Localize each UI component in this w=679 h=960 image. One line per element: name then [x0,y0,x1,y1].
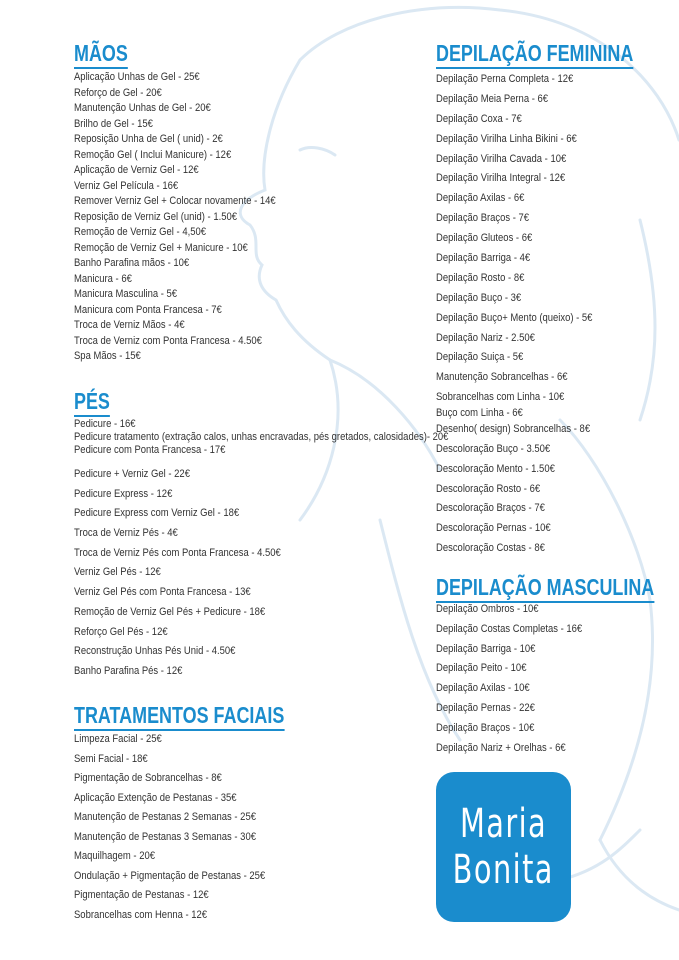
price-item: Depilação Buço - 3€ [436,291,522,304]
price-item: Semi Facial - 18€ [74,752,148,765]
price-item: Depilação Virilha Cavada - 10€ [436,152,567,165]
price-item: Verniz Gel Pés com Ponta Francesa - 13€ [74,586,251,599]
logo-line-maria: Maria [459,801,548,847]
depilacao-feminina-price-list-linha [436,405,615,437]
price-item: Depilação Barriga - 10€ [436,642,536,655]
price-item: Reposição de Verniz Gel (unid) - 1.50€ [74,210,238,223]
price-item: Depilação Peito - 10€ [436,662,527,675]
faciais-price-list [74,730,296,925]
price-item: Manutenção de Pestanas 3 Semanas - 30€ [74,830,256,843]
price-item: Remoção de Verniz Gel + Manicure - 10€ [74,241,248,254]
price-item: Aplicação Extenção de Pestanas - 35€ [74,791,237,804]
price-item: Manutenção de Pestanas 2 Semanas - 25€ [74,811,256,823]
price-item: Depilação Axilas - 10€ [436,682,530,695]
price-item: Buço com Linha - 6€ [436,407,523,419]
price-item: Pedicure Express com Verniz Gel - 18€ [74,507,240,520]
maria-bonita-logo [436,772,571,922]
price-item: Reposição Unha de Gel ( unid) - 2€ [74,133,223,145]
price-item: Depilação Braços - 10€ [436,721,535,734]
price-item: Remoção Gel ( Inclui Manicure) - 12€ [74,148,232,161]
price-item: Manicura com Ponta Francesa - 7€ [74,303,222,316]
price-item: Pedicure tratamento (extração calos, unhas encravadas, pés gretados, calosidades)- 20€ [74,431,449,443]
price-item: Reconstrução Unhas Pés Unid - 4.50€ [74,645,236,658]
price-item: Sobrancelhas com Henna - 12€ [74,908,208,921]
price-item: Aplicação Unhas de Gel - 25€ [74,71,200,83]
price-item: Pedicure Express - 12€ [74,487,173,500]
price-item: Depilação Pernas - 22€ [436,701,535,714]
price-item: Manutenção Sobrancelhas - 6€ [436,371,568,384]
price-item: Verniz Gel Pés - 12€ [74,566,161,579]
price-item: Pedicure com Ponta Francesa - 17€ [74,444,226,456]
price-item: Troca de Verniz Pés com Ponta Francesa - 4.50€ [74,546,281,559]
price-item: Ondulação + Pigmentação de Pestanas - 25€ [74,869,266,882]
price-item: Pigmentação de Sobrancelhas - 8€ [74,772,222,784]
price-item: Banho Parafina mãos - 10€ [74,257,190,269]
price-item: Brilho de Gel - 15€ [74,117,153,130]
price-item: Aplicação de Verniz Gel - 12€ [74,164,199,176]
price-item: Remoção de Verniz Gel Pés + Pedicure - 18€ [74,605,266,618]
price-item: Depilação Axilas - 6€ [436,192,525,205]
price-item: Depilação Buço+ Mento (queixo) - 5€ [436,311,593,324]
price-item: Depilação Meia Perna - 6€ [436,92,549,105]
price-item: Depilação Rosto - 8€ [436,271,525,284]
price-item: Pedicure - 16€ [74,418,136,430]
price-item: Desenho( design) Sobrancelhas - 8€ [436,423,591,435]
price-item: Descoloração Pernas - 10€ [436,522,551,535]
section-title-pes: PÉS [74,388,110,417]
price-item: Depilação Virilha Integral - 12€ [436,172,566,185]
price-item: Troca de Verniz com Ponta Francesa - 4.50€ [74,334,262,347]
price-item: Manicura - 6€ [74,272,132,285]
section-title-tratamentos-faciais: TRATAMENTOS FACIAIS [74,702,284,731]
price-item: Depilação Perna Completa - 12€ [436,73,574,85]
pes-price-list [74,465,315,682]
maos-price-list [74,70,308,365]
price-item: Limpeza Facial - 25€ [74,733,162,745]
price-item: Pigmentação de Pestanas - 12€ [74,889,209,901]
price-item: Banho Parafina Pés - 12€ [74,664,183,677]
price-item: Descoloração Rosto - 6€ [436,482,541,495]
section-title-maos: MÃOS [74,40,128,69]
price-item: Depilação Costas Completas - 16€ [436,622,583,635]
depilacao-masculina-price-list [436,600,606,758]
price-item: Spa Mãos - 15€ [74,350,141,362]
price-item: Descoloração Mento - 1.50€ [436,462,555,475]
section-title-depilacao-feminina: DEPILAÇÃO FEMININA [436,40,633,69]
price-item: Depilação Coxa - 7€ [436,112,522,125]
price-item: Descoloração Costas - 8€ [436,541,545,554]
price-item: Depilação Nariz - 2.50€ [436,331,535,344]
section-title-depilacao-masculina: DEPILAÇÃO MASCULINA [436,574,654,603]
price-item: Sobrancelhas com Linha - 10€ [436,391,565,404]
price-item: Maquilhagem - 20€ [74,850,155,862]
price-item: Troca de Verniz Pés - 4€ [74,527,178,540]
price-item: Depilação Ombros - 10€ [436,603,539,615]
price-item: Depilação Barriga - 4€ [436,252,531,265]
price-item: Depilação Suiça - 5€ [436,351,524,364]
price-item: Pedicure + Verniz Gel - 22€ [74,468,190,480]
price-item: Troca de Verniz Mãos - 4€ [74,319,185,331]
price-item: Remoção de Verniz Gel - 4,50€ [74,226,206,238]
price-item: Depilação Nariz + Orelhas - 6€ [436,741,566,754]
price-item: Reforço de Gel - 20€ [74,86,162,99]
price-item: Depilação Braços - 7€ [436,212,530,225]
price-item: Reforço Gel Pés - 12€ [74,625,168,638]
price-item: Remover Verniz Gel + Colocar novamente - 14€ [74,195,276,207]
price-item: Depilação Gluteos - 6€ [436,232,533,245]
depilacao-feminina-descoloracao-list [436,440,574,559]
price-item: Depilação Virilha Linha Bikini - 6€ [436,132,577,145]
price-item: Descoloração Buço - 3.50€ [436,443,551,455]
price-item: Descoloração Braços - 7€ [436,502,545,515]
price-item: Verniz Gel Película - 16€ [74,179,179,192]
depilacao-feminina-price-list [436,70,618,408]
price-item: Manicura Masculina - 5€ [74,288,178,300]
logo-line-bonita: Bonita [452,847,555,893]
price-item: Manutenção Unhas de Gel - 20€ [74,102,211,114]
